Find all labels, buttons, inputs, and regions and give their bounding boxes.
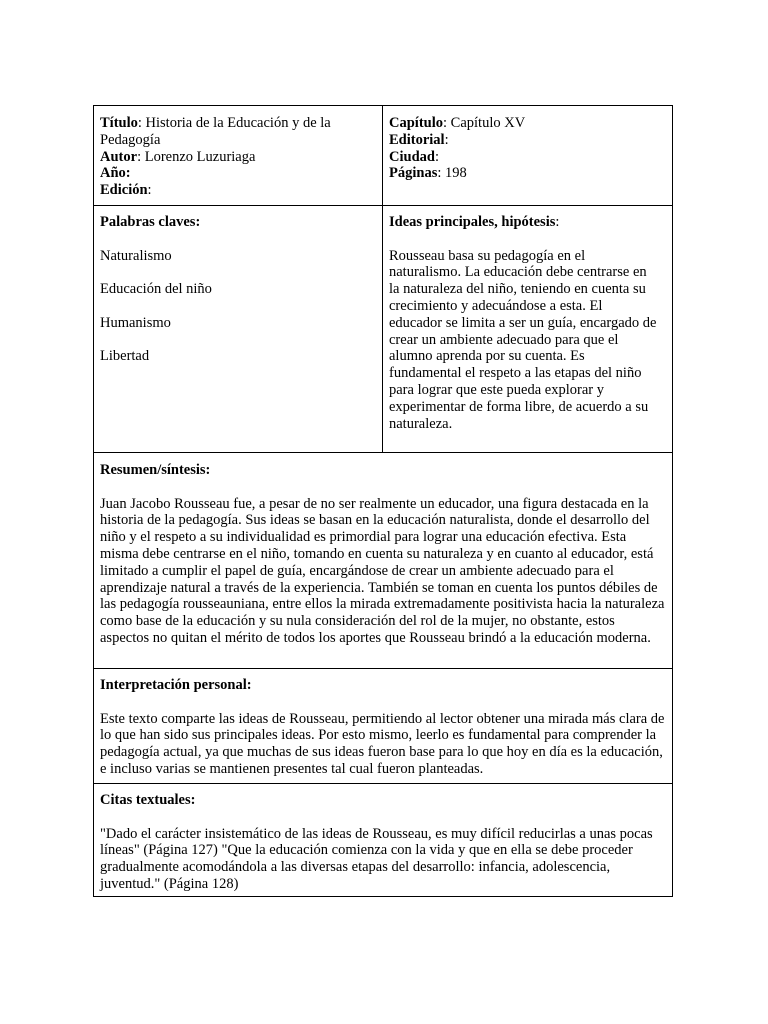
chapter-value: : Capítulo XV <box>443 115 526 131</box>
publisher-field <box>389 132 667 149</box>
chapter-field <box>389 115 667 132</box>
divider <box>94 205 672 206</box>
title-label: Título <box>100 115 138 131</box>
city-colon: : <box>434 148 439 165</box>
main-ideas-heading-label: Ideas principales, hipótesis <box>389 214 556 230</box>
edition-colon: : <box>147 182 152 199</box>
divider <box>94 668 672 669</box>
interpretation-heading: Interpretación personal: <box>100 677 252 693</box>
year-label: Año: <box>100 165 131 182</box>
divider <box>94 452 672 453</box>
main-ideas-heading <box>389 214 659 231</box>
main-ideas-text: Rousseau basa su pedagogía en el naturalismo. La educación debe centrarse en la naturaleza del niño, teniendo en cuenta su crecimiento y adecuándose a esta. El educador se limita a ser un guía, encargado de crear un ambiente adecuado para que el alumno aprenda por su cuenta. Es fundamental el respeto a las etapas del niño para lograr que este pueda explorar y experimentar de forma libre, de acuerdo a su naturaleza. <box>389 247 657 432</box>
chapter-label: Capítulo <box>389 115 443 131</box>
city-label: Ciudad <box>389 148 435 165</box>
title-field <box>100 115 377 149</box>
interpretation-text: Este texto comparte las ideas de Rousseau, permitiendo al lector obtener una mirada más clara de lo que han sido sus principales ideas. Por esto mismo, leerlo es fundamental para comprender la pedagogía actual, ya que muchas de sus ideas fueron base para lo que hoy en día es la educación, e incluso varias se mantienen presentes tal cual fueron planteadas. <box>100 710 665 777</box>
pages-field <box>389 165 667 182</box>
keyword-item: Humanismo <box>100 314 171 331</box>
author-label: Autor <box>100 148 138 165</box>
summary-section <box>94 462 673 647</box>
keywords-section <box>94 214 383 365</box>
keyword-item: Naturalismo <box>100 247 172 264</box>
book-summary-card <box>93 105 673 897</box>
publication-info <box>383 115 673 182</box>
edition-field <box>100 182 377 199</box>
interpretation-section <box>94 677 673 778</box>
keyword-item: Libertad <box>100 348 150 365</box>
city-field <box>389 149 667 166</box>
quotes-heading: Citas textuales: <box>100 792 196 808</box>
summary-heading: Resumen/síntesis: <box>100 462 211 478</box>
author-value: : Lorenzo Luzuriaga <box>137 148 256 165</box>
main-ideas-heading-colon: : <box>555 214 560 230</box>
summary-text: Juan Jacobo Rousseau fue, a pesar de no ser realmente un educador, una figura destacada en la historia de la pedagogía. Sus ideas se basan en la educación naturalista, donde el desarrollo del niño y el respeto a su individualidad es primordial para lograr una educación efectiva. Esta misma debe centrarse en el niño, tomando en cuenta su naturaleza y en cuanto al educador, está limitado a cumplir el papel de guía, encargándose de crear un ambiente adecuado para el aprendizaje natural a través de la experiencia. También se toman en cuenta los puntos débiles de las pedagogía rousseauniana, entre ellos la mirada extremadamente positivista hacia la naturaleza como base de la educación y su nula consideración del rol de la mujer, no obstante, estos aspectos no quitan el mérito de todos los aportes que Rousseau brindó a la educación moderna. <box>100 495 665 646</box>
quotes-section <box>94 792 673 893</box>
year-field <box>100 165 377 182</box>
bibliographic-info <box>94 115 383 199</box>
keyword-item: Educación del niño <box>100 281 212 298</box>
pages-value: : 198 <box>437 165 467 182</box>
main-ideas-section <box>383 214 673 432</box>
author-field <box>100 149 377 166</box>
publisher-label: Editorial <box>389 131 445 148</box>
quotes-text: "Dado el carácter insistemático de las ideas de Rousseau, es muy difícil reducirlas a unas pocas líneas" (Página 127) "Que la educación comienza con la vida y que en ella se debe proceder gradualmente acomodándola a las diversas etapas del desarrollo: infancia, adolescencia, juventud." (Página 128) <box>100 825 653 892</box>
pages-label: Páginas <box>389 165 438 182</box>
divider <box>94 783 672 784</box>
title-value: : Historia de la Educación y de la Pedagogía <box>100 115 331 148</box>
edition-label: Edición <box>100 182 148 199</box>
publisher-colon: : <box>444 131 449 148</box>
keywords-heading: Palabras claves: <box>100 214 201 230</box>
